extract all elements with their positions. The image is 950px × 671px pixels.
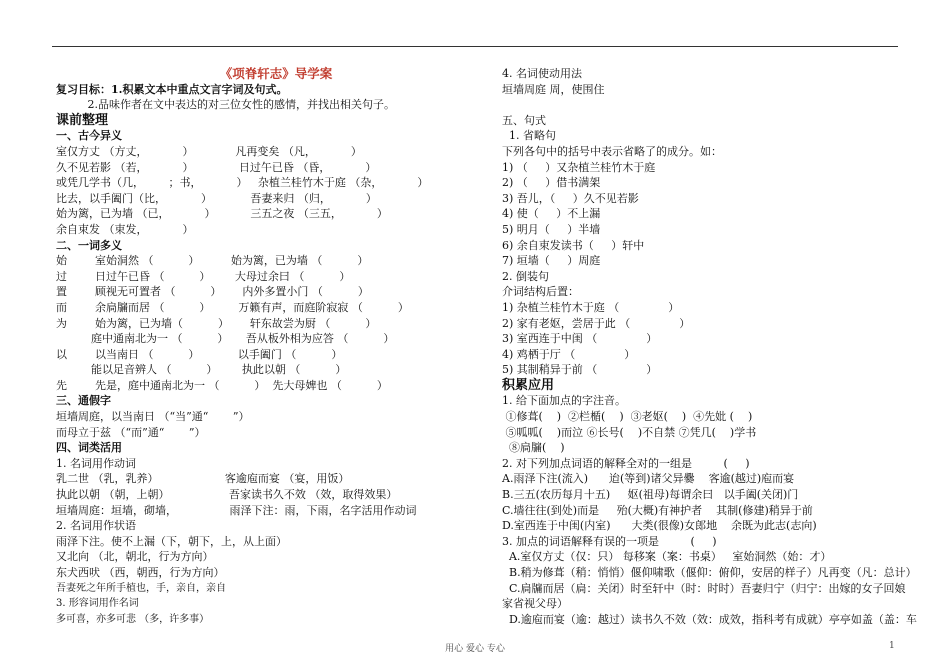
- text-line: 1. 给下面加点的字注音。: [502, 394, 626, 408]
- text-line: 庭中通南北为一 （ ） 吾从板外相为应答 （ ）: [56, 332, 395, 346]
- text-line: B.稍为修葺（稍：悄悄）偃仰啸歌（偃仰：俯仰，安居的样子）凡再变（凡：总计）: [502, 566, 917, 579]
- text-line: A.室仅方丈（仅：只） 每移案（案：书桌） 室始洞然（始：才）: [502, 550, 832, 564]
- text-line: 多可喜，亦多可悲 （多，许多事）: [56, 613, 210, 625]
- text-line: 乳二世 （乳，乳养） 客逾庖而宴 （宴，用饭）: [56, 472, 350, 486]
- text-line: A.雨泽下注(流入) 迨(等到)诸父异爨 客逾(越过)庖而宴: [502, 472, 795, 486]
- text-line: 2. 倒装句: [502, 269, 549, 283]
- page-footer: 用心 爱心 专心: [445, 644, 505, 654]
- text-line: 执此以朝 （朝，上朝） 吾家读书久不效 （效，取得效果）: [56, 488, 398, 502]
- text-line: 吾妻死之年所手植也，手，亲自，亲自: [56, 582, 226, 594]
- text-line: 4) 鸡栖于厅 （ ）: [502, 347, 636, 361]
- text-line: 3. 加点的词语解释有误的一项是 ( ): [502, 534, 717, 548]
- text-line: 垣墙周庭，以当南日 （“当”通“ ”）: [56, 410, 250, 424]
- text-line: 以 以当南日 （ ） 以手阖门 （ ）: [56, 347, 343, 361]
- text-line: 4. 名词使动用法: [502, 67, 582, 80]
- text-line: 1) （ ）又杂植兰桂竹木于庭: [502, 160, 656, 174]
- text-line: 《项脊轩志》导学案: [219, 66, 333, 81]
- text-line: 7) 垣墙（ ）周庭: [502, 254, 601, 268]
- text-line: 6) 余自束发读书（ ）轩中: [502, 238, 645, 252]
- text-line: C.扃牖而居（扃：关闭）时至轩中（时：时时）吾妻归宁（归宁：出嫁的女子回娘: [502, 581, 906, 595]
- text-line: 比去，以手阖门（比， ） 吾妻来归 （归， ）: [56, 191, 377, 205]
- text-line: 四、词类活用: [56, 441, 122, 455]
- text-line: 3) 室西连于中闺 （ ）: [502, 332, 658, 346]
- text-line: 始 室始洞然 （ ） 始为篱，已为墙 （ ）: [56, 254, 369, 268]
- text-line: 而母立于兹 （“而”通“ ”）: [56, 425, 206, 439]
- text-line: 积累应用: [502, 377, 555, 393]
- text-line: 三、通假字: [56, 394, 111, 408]
- text-line: 过 日过午已昏 （ ） 大母过余曰 （ ）: [56, 269, 351, 283]
- text-line: 2) 家有老妪，尝居于此 （ ）: [502, 316, 691, 330]
- text-line: 一、古今异义: [56, 129, 122, 143]
- text-line: 五、句式: [502, 113, 546, 127]
- text-line: 室仅方丈 （方丈， ） 凡再变矣 （凡， ）: [56, 144, 362, 158]
- text-line: ⑧扃牖( ): [502, 441, 565, 455]
- text-line: 置 顾视无可置者 （ ） 内外多置小门 （ ）: [56, 285, 369, 299]
- left-column: [56, 66, 496, 627]
- text-line: 1. 名词用作动词: [56, 456, 136, 470]
- text-line: 垣墙周庭：垣墙，砌墙， 雨泽下注：雨，下雨，名字活用作动词: [56, 503, 417, 517]
- text-line: ①修葺( ) ②栏楯( ) ③老妪( ) ④先妣 ( ): [502, 410, 753, 424]
- text-line: 始为篱，已为墙 （已， ） 三五之夜 （三五， ）: [56, 207, 388, 221]
- text-line: 2. 名词用作状语: [56, 519, 136, 533]
- text-line: 2. 对下列加点词语的解释全对的一组是 ( ): [502, 456, 750, 470]
- text-line: [502, 97, 897, 113]
- right-column: [502, 66, 917, 627]
- text-line: 二、一词多义: [56, 238, 122, 252]
- text-line: 雨泽下注。使不上漏（下，朝下，上，从上面）: [56, 534, 287, 548]
- text-line: 1) 杂植兰桂竹木于庭 （ ）: [502, 300, 680, 314]
- text-line: 家省视父母）: [502, 597, 568, 611]
- text-line: 下列各句中的括号中表示省略了的成分。如：: [502, 144, 722, 158]
- page-number: 1: [889, 641, 895, 651]
- text-line: 课前整理: [56, 112, 109, 128]
- text-line: 3) 吾儿，（ ）久不见若影: [502, 191, 639, 205]
- text-line: 5) 明月（ ）半墙: [502, 222, 601, 236]
- text-line: 东犬西吠 （西，朝西，行为方向）: [56, 566, 225, 579]
- text-line: 3. 形容词用作名词: [56, 598, 139, 610]
- text-line: 5) 其制稍异于前 （ ）: [502, 363, 658, 377]
- text-line: C.墙往往(到处)而是 殆(大概)有神护者 其制(修建)稍异于前: [502, 503, 813, 517]
- header-rule: [52, 46, 898, 47]
- text-line: 2) （ ）借书满架: [502, 176, 601, 190]
- text-line: D.逾庖而宴（逾：越过）读书久不效（效：成效，指科考有成就）亭亭如盖（盖：车: [502, 612, 917, 626]
- text-line: 1. 省略句: [502, 129, 556, 143]
- text-line: 或凭几学书（几， ；书， ） 杂植兰桂竹木于庭 （杂， ）: [56, 176, 429, 190]
- text-line: 垣墙周庭 周，使围住: [502, 82, 605, 96]
- text-line: 2.品味作者在文中表达的对三位女性的感情，并找出相关句子。: [56, 98, 395, 112]
- text-line: D.室西连于中闺(内室) 大类(很像)女郎地 余既为此志(志向): [502, 519, 817, 533]
- text-line: 又北向 （北，朝北，行为方向）: [56, 550, 214, 564]
- text-line: 先 先是，庭中通南北为一 （ ） 先大母婢也 （ ）: [56, 378, 388, 392]
- text-line: 4) 使（ ）不上漏: [502, 207, 601, 221]
- text-line: 介词结构后置：: [502, 285, 579, 299]
- text-line: 能以足音辨人 （ ） 执此以朝 （ ）: [56, 363, 347, 377]
- text-line: 而 余扃牖而居 （ ） 万籁有声，而庭阶寂寂 （ ）: [56, 300, 409, 314]
- text-line: ⑤呱呱( )而泣 ⑥长号( )不自禁 ⑦凭几( )学书: [502, 425, 757, 439]
- text-line: 余自束发 （束发， ）: [56, 222, 194, 236]
- text-line: 为 始为篱，已为墙（ ） 轩东故尝为厨 （ ）: [56, 316, 377, 330]
- text-line: 复习目标：1.积累文本中重点文言字词及句式。: [56, 82, 288, 96]
- text-line: B.三五(农历每月十五) 妪(祖母)每谓余曰 以手阖(关闭)门: [502, 488, 799, 502]
- text-line: 久不见若影 （若， ） 日过午已昏 （昏， ）: [56, 160, 377, 174]
